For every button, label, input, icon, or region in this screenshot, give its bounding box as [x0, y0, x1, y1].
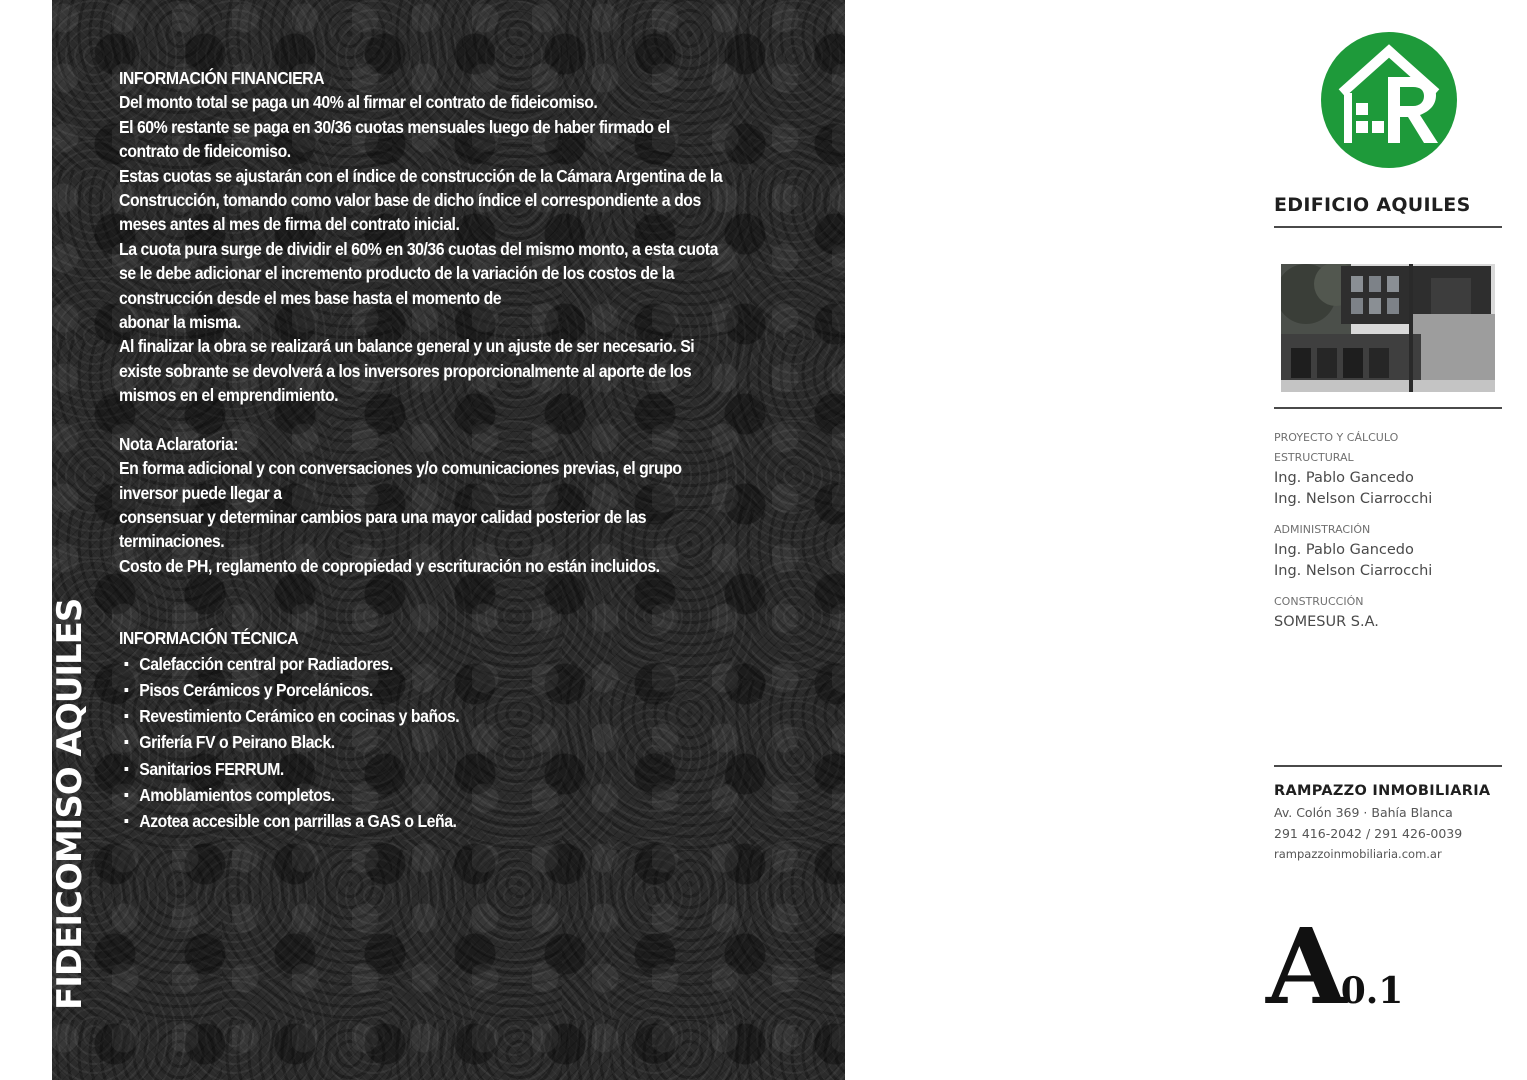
credits: [1274, 428, 1504, 643]
financial-line: existe sobrante se devolverá a los inversores proporcionalmente al aporte de los: [119, 360, 692, 381]
credit-block-construction: [1274, 592, 1504, 633]
financial-line: contrato de fideicomiso.: [119, 141, 291, 162]
note-line: terminaciones.: [119, 531, 225, 552]
technical-list: [119, 651, 763, 835]
technical-item: Revestimiento Cerámico en cocinas y baños.: [119, 703, 763, 729]
credit-name: Ing. Nelson Ciarrocchi: [1274, 563, 1433, 579]
financial-line: construcción desde el mes base hasta el momento de: [119, 287, 502, 308]
note-line: consensuar y determinar cambios para una mayor calidad posterior de las: [119, 506, 647, 527]
financial-line: meses antes al mes de firma del contrato inicial.: [119, 214, 460, 235]
credit-heading: CONSTRUCCIÓN: [1274, 595, 1364, 608]
technical-item: Azotea accesible con parrillas a GAS o Leña.: [119, 808, 763, 834]
technical-item: Calefacción central por Radiadores.: [119, 651, 763, 677]
building-photo: [1281, 264, 1495, 392]
credit-heading: ADMINISTRACIÓN: [1274, 523, 1371, 536]
note-line: inversor puede llegar a: [119, 482, 282, 503]
project-title: EDIFICIO AQUILES: [1274, 194, 1471, 216]
note-heading: Nota Aclaratoria:: [119, 433, 239, 454]
agency-address: Av. Colón 369 · Bahía Blanca: [1274, 805, 1453, 820]
credit-heading: ESTRUCTURAL: [1274, 451, 1354, 464]
technical-item: Grifería FV o Peirano Black.: [119, 729, 763, 755]
credit-block-project: [1274, 428, 1504, 510]
financial-line: abonar la misma.: [119, 312, 241, 333]
financial-line: Estas cuotas se ajustarán con el índice de construcción de la Cámara Argentina de la: [119, 165, 723, 186]
credit-name: SOMESUR S.A.: [1274, 614, 1379, 630]
agency-phones: 291 416-2042 / 291 426-0039: [1274, 826, 1463, 841]
panel-text: [119, 66, 763, 835]
financial-heading: INFORMACIÓN FINANCIERA: [119, 68, 325, 88]
technical-item: Pisos Cerámicos y Porcelánicos.: [119, 677, 763, 703]
vertical-title: [52, 0, 96, 1010]
financial-line: Al finalizar la obra se realizará un balance general y un ajuste de ser necesario. Si: [119, 336, 695, 357]
house-r-logo-icon: [1320, 31, 1458, 169]
credit-name: Ing. Nelson Ciarrocchi: [1274, 491, 1433, 507]
vertical-title-text: FIDEICOMISO AQUILES: [50, 598, 90, 1010]
note-line: Costo de PH, reglamento de copropiedad y escrituración no están incluidos.: [119, 555, 660, 576]
spacer: [119, 408, 763, 432]
financial-line: El 60% restante se paga en 30/36 cuotas mensuales luego de haber firmado el: [119, 116, 670, 137]
spacer: [119, 578, 763, 626]
note-line: En forma adicional y con conversaciones y/o comunicaciones previas, el grupo: [119, 458, 682, 479]
technical-item: Amoblamientos completos.: [119, 782, 763, 808]
financial-section: [119, 66, 763, 408]
divider: [1274, 765, 1502, 767]
financial-line: Del monto total se paga un 40% al firmar el contrato de fideicomiso.: [119, 92, 598, 113]
credit-name: Ing. Pablo Gancedo: [1274, 470, 1414, 486]
agency-name: RAMPAZZO INMOBILIARIA: [1274, 783, 1491, 799]
sheet-number: 0.1: [1340, 970, 1404, 1012]
technical-heading: INFORMACIÓN TÉCNICA: [119, 628, 299, 649]
financial-line: La cuota pura surge de dividir el 60% en 30/36 cuotas del mismo monto, a esta cuota: [119, 238, 718, 259]
agency-website: rampazzoinmobiliaria.com.ar: [1274, 847, 1442, 861]
technical-item: Sanitarios FERRUM.: [119, 756, 763, 782]
agency-info: [1274, 780, 1514, 865]
sheet-letter: A: [1266, 905, 1341, 1028]
divider: [1274, 407, 1502, 409]
credit-name: Ing. Pablo Gancedo: [1274, 542, 1414, 558]
financial-line: mismos en el emprendimiento.: [119, 385, 339, 406]
sheet-code: [1266, 905, 1404, 1028]
credit-block-administration: [1274, 520, 1504, 582]
financial-line: se le debe adicionar el incremento producto de la variación de los costos de la: [119, 263, 675, 284]
technical-section: [119, 626, 763, 834]
note-section: [119, 432, 763, 578]
divider: [1274, 226, 1502, 228]
credit-heading: PROYECTO Y CÁLCULO: [1274, 431, 1399, 444]
financial-line: Construcción, tomando como valor base de dicho índice el correspondiente a dos: [119, 190, 701, 211]
